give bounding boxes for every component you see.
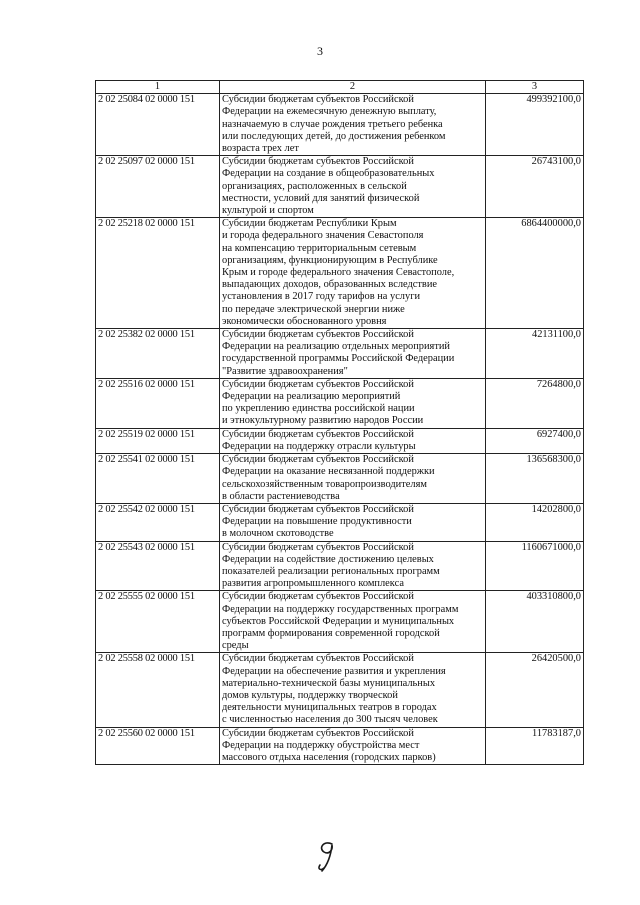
amount-cell: 14202800,0 bbox=[486, 503, 584, 541]
subsidy-name-line: Федерации на содействие достижению целевых bbox=[222, 553, 434, 565]
budget-code-cell: 2 02 25519 02 0000 151 bbox=[96, 428, 220, 453]
subsidy-name-line: Субсидии бюджетам субъектов Российской bbox=[222, 428, 414, 440]
amount-cell: 42131100,0 bbox=[486, 329, 584, 379]
subsidy-name-line: Федерации на реализацию отдельных мероприятий bbox=[222, 341, 450, 353]
subsidy-name-line: Федерации на реализацию мероприятий bbox=[222, 391, 401, 403]
subsidy-name-line: в молочном скотоводстве bbox=[222, 528, 334, 540]
subsidy-name-line: Субсидии бюджетам субъектов Российской bbox=[222, 653, 414, 665]
subsidy-name-line: по передаче электрической энергии ниже bbox=[222, 303, 405, 315]
budget-table bbox=[95, 80, 584, 765]
amount-cell: 403310800,0 bbox=[486, 591, 584, 653]
subsidy-name-line: программ формирования современной городской bbox=[222, 627, 440, 639]
subsidy-name-line: материально-технической базы муниципальных bbox=[222, 677, 436, 689]
subsidy-name-line: Субсидии бюджетам субъектов Российской bbox=[222, 94, 414, 106]
subsidy-name-line: Крым и городе федерального значения Севастополе, bbox=[222, 267, 455, 279]
subsidy-name-line: и города федерального значения Севастополя bbox=[222, 230, 424, 242]
budget-code-cell: 2 02 25084 02 0000 151 bbox=[96, 94, 220, 156]
subsidy-name-line: в области растениеводства bbox=[222, 490, 340, 502]
budget-code-cell: 2 02 25555 02 0000 151 bbox=[96, 591, 220, 653]
subsidy-name-cell bbox=[220, 541, 486, 591]
subsidy-name-line: Федерации на обеспечение развития и укрепления bbox=[222, 665, 446, 677]
amount-cell: 499392100,0 bbox=[486, 94, 584, 156]
budget-code-cell: 2 02 25558 02 0000 151 bbox=[96, 653, 220, 727]
table-row bbox=[96, 727, 584, 765]
subsidy-name-line: "Развитие здравоохранения" bbox=[222, 365, 348, 377]
subsidy-name-line: Субсидии бюджетам субъектов Российской bbox=[222, 329, 414, 341]
subsidy-name-cell bbox=[220, 591, 486, 653]
table-row bbox=[96, 329, 584, 379]
amount-cell: 136568300,0 bbox=[486, 454, 584, 504]
table-row bbox=[96, 503, 584, 541]
subsidy-name-line: и этнокультурному развитию народов России bbox=[222, 415, 424, 427]
amount-cell: 6864400000,0 bbox=[486, 218, 584, 329]
subsidy-name-cell bbox=[220, 454, 486, 504]
subsidy-name-line: деятельности муниципальных театров в городах bbox=[222, 702, 437, 714]
subsidy-name-line: показателей реализации региональных программ bbox=[222, 565, 440, 577]
subsidy-name-line: назначаемую в случае рождения третьего ребенка bbox=[222, 118, 443, 130]
subsidy-name-line: домов культуры, поддержку творческой bbox=[222, 689, 398, 701]
budget-code-cell: 2 02 25218 02 0000 151 bbox=[96, 218, 220, 329]
table-row bbox=[96, 156, 584, 218]
subsidy-name-cell bbox=[220, 428, 486, 453]
subsidy-name-line: установления в 2017 году тарифов на услуги bbox=[222, 291, 421, 303]
column-header-code: 1 bbox=[96, 81, 220, 94]
subsidy-name-line: организациям, функционирующим в Республике bbox=[222, 254, 438, 266]
subsidy-name-line: массового отдыха населения (городских парков) bbox=[222, 751, 436, 763]
subsidy-name-line: Федерации на поддержку отрасли культуры bbox=[222, 440, 416, 452]
column-header-amount: 3 bbox=[486, 81, 584, 94]
amount-cell: 26420500,0 bbox=[486, 653, 584, 727]
subsidy-name-line: возраста трех лет bbox=[222, 143, 299, 155]
budget-code-cell: 2 02 25382 02 0000 151 bbox=[96, 329, 220, 379]
subsidy-name-line: Субсидии бюджетам субъектов Российской bbox=[222, 541, 414, 553]
subsidy-name-line: сельскохозяйственным товаропроизводителям bbox=[222, 478, 427, 490]
subsidy-name-line: по укреплению единства российской нации bbox=[222, 403, 415, 415]
subsidy-name-line: или последующих детей, до достижения ребенком bbox=[222, 130, 446, 142]
subsidy-name-line: выпадающих доходов, образованных вследствие bbox=[222, 279, 438, 291]
table-row bbox=[96, 94, 584, 156]
subsidy-name-line: Субсидии бюджетам Республики Крым bbox=[222, 218, 397, 230]
subsidy-name-cell bbox=[220, 94, 486, 156]
subsidy-name-line: организациях, расположенных в сельской bbox=[222, 180, 407, 192]
table-row bbox=[96, 428, 584, 453]
subsidy-name-line: Федерации на повышение продуктивности bbox=[222, 516, 412, 528]
table-row bbox=[96, 541, 584, 591]
amount-cell: 1160671000,0 bbox=[486, 541, 584, 591]
subsidy-name-line: субъектов Российской Федерации и муниципальных bbox=[222, 615, 455, 627]
table-row bbox=[96, 454, 584, 504]
table-row bbox=[96, 218, 584, 329]
subsidy-name-line: Федерации на ежемесячную денежную выплату, bbox=[222, 106, 437, 118]
amount-cell: 11783187,0 bbox=[486, 727, 584, 765]
table-row bbox=[96, 378, 584, 428]
subsidy-name-line: Субсидии бюджетам субъектов Российской bbox=[222, 727, 414, 739]
subsidy-name-line: Субсидии бюджетам субъектов Российской bbox=[222, 503, 414, 515]
subsidy-name-line: на компенсацию территориальным сетевым bbox=[222, 242, 417, 254]
subsidy-name-line: Федерации на поддержку обустройства мест bbox=[222, 739, 420, 751]
subsidy-name-line: Федерации на поддержку государственных программ bbox=[222, 603, 459, 615]
subsidy-name-line: Субсидии бюджетам субъектов Российской bbox=[222, 156, 414, 168]
column-header-name: 2 bbox=[220, 81, 486, 94]
subsidy-name-line: Субсидии бюджетам субъектов Российской bbox=[222, 378, 414, 390]
table-body bbox=[96, 94, 584, 765]
amount-cell: 6927400,0 bbox=[486, 428, 584, 453]
subsidy-name-line: Федерации на оказание несвязанной поддержки bbox=[222, 466, 435, 478]
subsidy-name-line: среды bbox=[222, 640, 249, 652]
budget-code-cell: 2 02 25543 02 0000 151 bbox=[96, 541, 220, 591]
subsidy-name-line: Субсидии бюджетам субъектов Российской bbox=[222, 591, 414, 603]
subsidy-name-line: развития агропромышленного комплекса bbox=[222, 578, 404, 590]
subsidy-name-cell bbox=[220, 727, 486, 765]
table-row bbox=[96, 591, 584, 653]
budget-code-cell: 2 02 25516 02 0000 151 bbox=[96, 378, 220, 428]
subsidy-name-line: местности, условий для занятий физической bbox=[222, 192, 420, 204]
amount-cell: 26743100,0 bbox=[486, 156, 584, 218]
subsidy-name-cell bbox=[220, 653, 486, 727]
table-row bbox=[96, 653, 584, 727]
subsidy-name-cell bbox=[220, 218, 486, 329]
subsidy-name-line: с численностью населения до 300 тысяч человек bbox=[222, 714, 438, 726]
subsidy-name-line: культурой и спортом bbox=[222, 205, 314, 217]
budget-code-cell: 2 02 25560 02 0000 151 bbox=[96, 727, 220, 765]
subsidy-name-cell bbox=[220, 156, 486, 218]
amount-cell: 7264800,0 bbox=[486, 378, 584, 428]
page-number: 3 bbox=[317, 44, 323, 58]
subsidy-name-cell bbox=[220, 503, 486, 541]
budget-code-cell: 2 02 25542 02 0000 151 bbox=[96, 503, 220, 541]
subsidy-name-line: государственной программы Российской Федерации bbox=[222, 353, 455, 365]
budget-code-cell: 2 02 25541 02 0000 151 bbox=[96, 454, 220, 504]
subsidy-name-line: Федерации на создание в общеобразовательных bbox=[222, 168, 435, 180]
table-header-row bbox=[96, 81, 584, 94]
handwritten-signature-icon bbox=[312, 838, 342, 874]
subsidy-name-cell bbox=[220, 378, 486, 428]
subsidy-name-line: Субсидии бюджетам субъектов Российской bbox=[222, 454, 414, 466]
subsidy-name-line: экономически обоснованного уровня bbox=[222, 315, 387, 327]
subsidy-name-cell bbox=[220, 329, 486, 379]
budget-code-cell: 2 02 25097 02 0000 151 bbox=[96, 156, 220, 218]
